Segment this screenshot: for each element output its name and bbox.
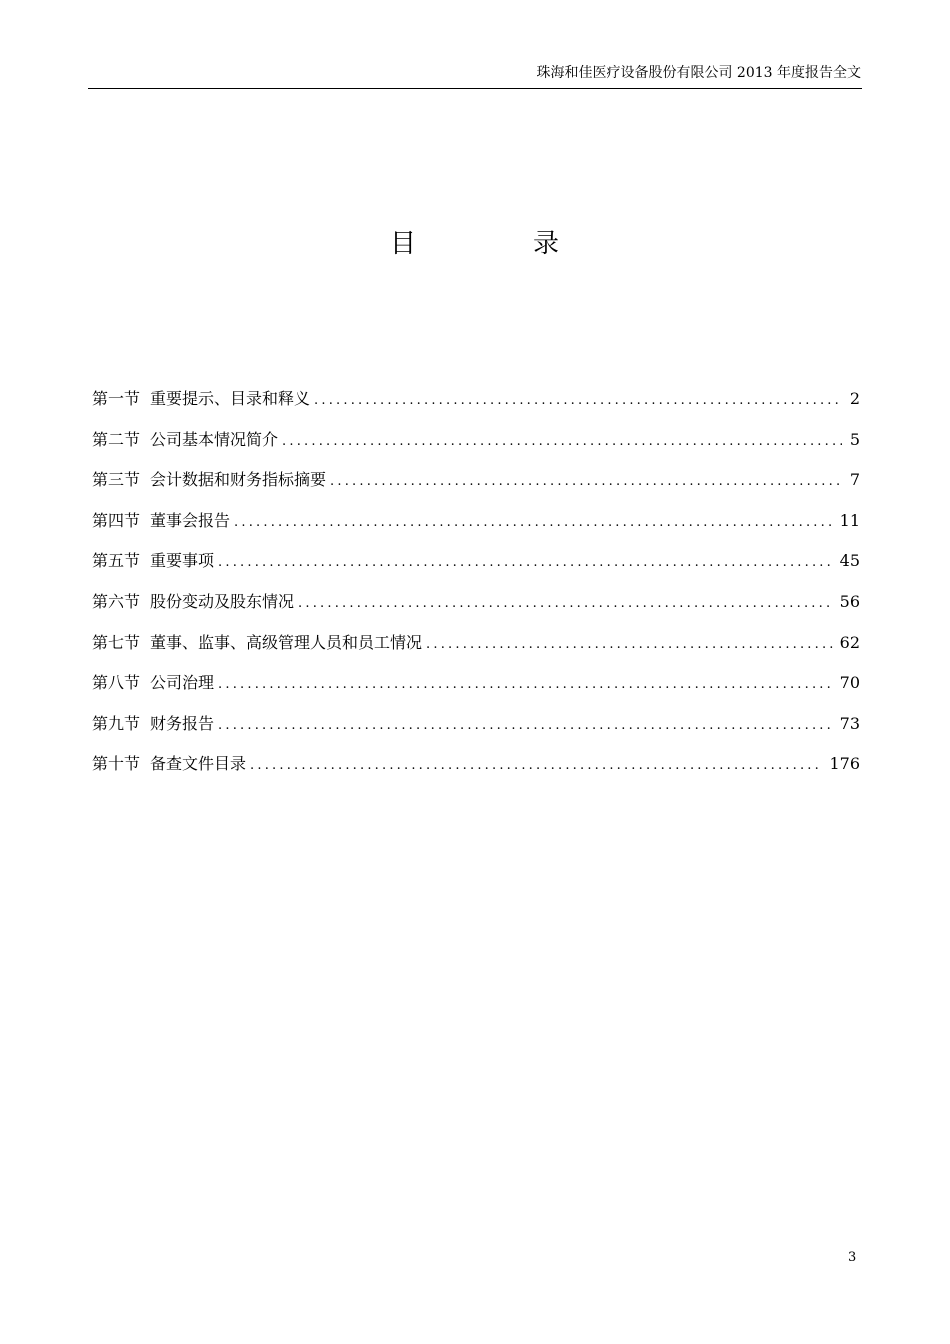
toc-leader-dots: [218, 552, 834, 574]
toc-entry-3[interactable]: [92, 469, 860, 510]
toc-leader-dots: [250, 755, 823, 777]
toc-section-label: 第七节: [92, 632, 141, 652]
toc-entry-6[interactable]: [92, 591, 860, 632]
toc-section-label: 第四节: [92, 510, 141, 530]
toc-entry-8[interactable]: [92, 672, 860, 713]
toc-leader-dots: [218, 715, 834, 737]
toc-section-name: 重要提示、目录和释义: [150, 389, 311, 408]
toc-section-label: 第九节: [92, 713, 141, 733]
toc-leader-dots: [298, 593, 834, 615]
toc-title-char-2: 录: [533, 229, 560, 259]
table-of-contents: [92, 388, 860, 794]
toc-section-label: 第六节: [92, 591, 141, 611]
toc-section-label: 第一节: [92, 389, 141, 408]
toc-leader-dots: [314, 390, 842, 412]
page-header: [88, 62, 862, 89]
toc-entry-1[interactable]: [92, 388, 860, 429]
toc-section-name: 会计数据和财务指标摘要: [150, 470, 327, 490]
toc-entry-2[interactable]: [92, 429, 860, 470]
toc-page-number: 45: [839, 551, 860, 571]
toc-entry-7[interactable]: [92, 632, 860, 673]
toc-page-number: 7: [849, 470, 860, 490]
toc-section-name: 董事、监事、高级管理人员和员工情况: [150, 632, 423, 652]
toc-page-number: 73: [839, 713, 860, 733]
toc-section-label: 第十节: [92, 754, 141, 774]
toc-leader-dots: [234, 512, 834, 534]
toc-entry-5[interactable]: [92, 550, 860, 591]
toc-section-name: 公司基本情况简介: [150, 429, 279, 449]
toc-section-label: 第三节: [92, 470, 141, 490]
toc-page-number: 62: [839, 632, 860, 652]
header-title: 珠海和佳医疗设备股份有限公司 2013 年度报告全文: [536, 65, 861, 81]
toc-page-number: 2: [849, 389, 860, 408]
toc-section-name: 公司治理: [150, 673, 215, 693]
toc-page-number: 56: [839, 591, 860, 611]
toc-section-name: 重要事项: [150, 551, 215, 571]
page-number: 3: [848, 1250, 857, 1265]
toc-page-number: 5: [849, 429, 860, 449]
toc-title-char-1: 目: [390, 229, 417, 259]
toc-leader-dots: [218, 674, 834, 696]
toc-title: [0, 228, 950, 264]
toc-page-number: 176: [829, 754, 860, 774]
toc-section-label: 第八节: [92, 673, 141, 693]
toc-leader-dots: [282, 431, 842, 453]
toc-section-name: 财务报告: [150, 713, 215, 733]
toc-leader-dots: [330, 471, 842, 493]
toc-leader-dots: [426, 634, 834, 656]
toc-section-name: 股份变动及股东情况: [150, 591, 295, 611]
toc-page-number: 11: [839, 510, 860, 530]
toc-section-label: 第五节: [92, 551, 141, 571]
toc-page-number: 70: [839, 673, 860, 693]
toc-section-label: 第二节: [92, 429, 141, 449]
toc-entry-4[interactable]: [92, 510, 860, 551]
toc-entry-9[interactable]: [92, 713, 860, 754]
toc-section-name: 董事会报告: [150, 510, 231, 530]
toc-section-name: 备查文件目录: [150, 754, 247, 774]
toc-entry-10[interactable]: [92, 753, 860, 794]
